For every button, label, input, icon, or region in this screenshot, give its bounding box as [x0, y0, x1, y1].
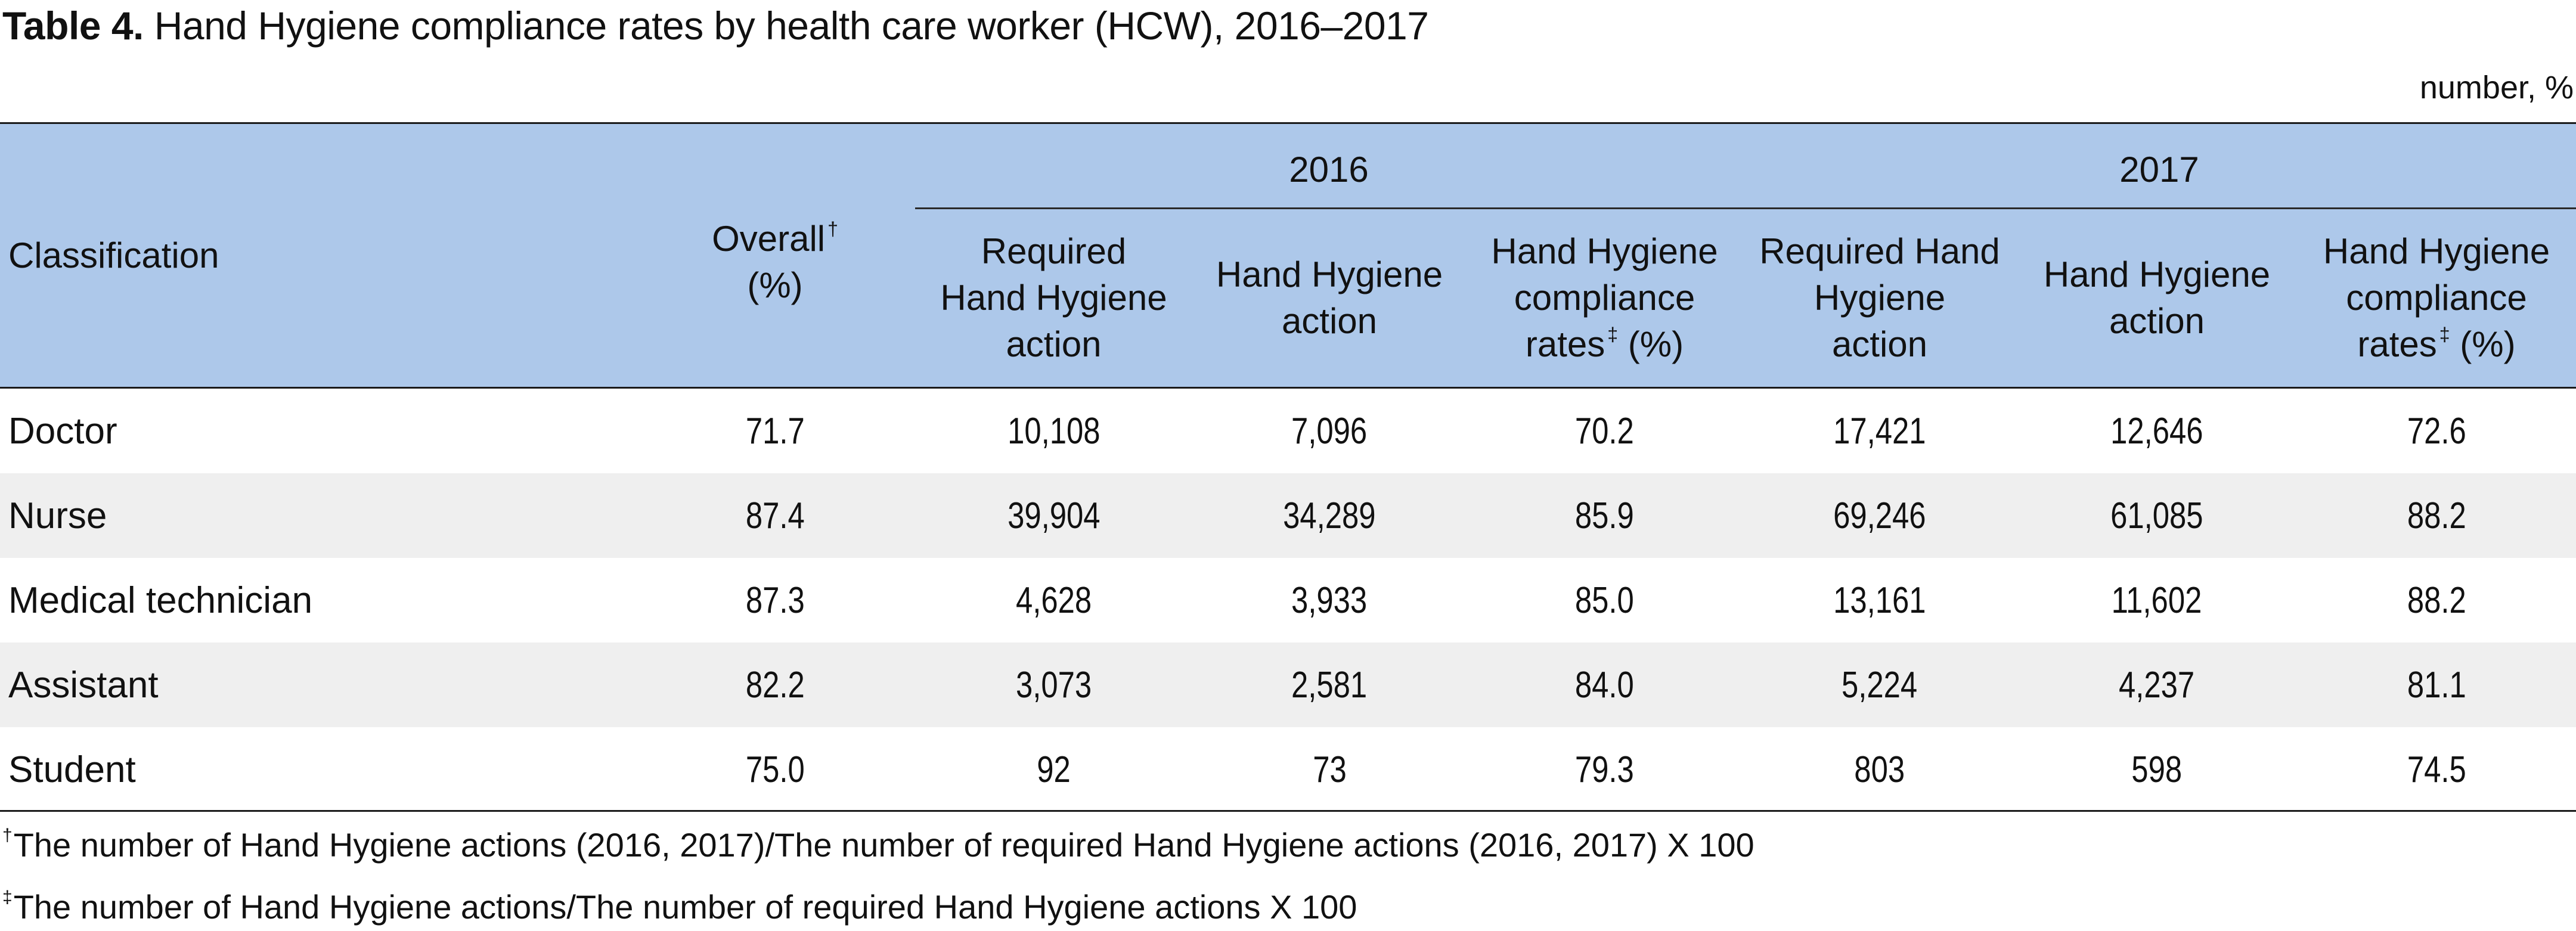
row-classification: Nurse [8, 495, 107, 536]
cell-req-2016: 39,904 [1007, 495, 1101, 536]
footnote-double-dagger: ‡The number of Hand Hygiene actions/The number of required Hand Hygiene actions X 100 [2, 887, 1357, 926]
cell-act-2017: 12,646 [2110, 410, 2203, 452]
table-row [0, 389, 2576, 473]
cell-req-2016: 10,108 [1007, 410, 1101, 452]
cell-req-2017: 803 [1854, 749, 1905, 790]
cell-act-2016: 2,581 [1291, 664, 1368, 706]
row-classification: Doctor [8, 410, 117, 452]
cell-act-2016: 73 [1312, 749, 1347, 790]
cell-rate-2016: 84.0 [1575, 664, 1634, 706]
unit-note: number, % [2419, 70, 2574, 105]
table-label: Table 4. [2, 4, 144, 48]
cell-act-2016: 7,096 [1291, 410, 1368, 452]
cell-overall: 87.4 [745, 495, 805, 536]
table-row [0, 727, 2576, 812]
bottom-rule [0, 810, 2576, 812]
header-2016-action: Hand Hygiene action [1216, 255, 1443, 341]
table-row [0, 473, 2576, 558]
year-subrule [915, 207, 2576, 209]
cell-req-2017: 69,246 [1833, 495, 1926, 536]
cell-req-2016: 4,628 [1015, 579, 1092, 621]
cell-req-2017: 13,161 [1833, 579, 1926, 621]
cell-rate-2016: 70.2 [1575, 410, 1634, 452]
cell-req-2017: 17,421 [1833, 410, 1926, 452]
cell-rate-2016: 85.9 [1575, 495, 1634, 536]
header-2016-rate: Hand Hygiene compliance rates ‡ (%) [1491, 231, 1718, 364]
header-year-2017: 2017 [2119, 150, 2199, 190]
header-classification: Classification [8, 235, 219, 275]
cell-req-2017: 5,224 [1842, 664, 1918, 706]
table-row [0, 558, 2576, 643]
top-rule [0, 122, 2576, 124]
cell-rate-2016: 79.3 [1575, 749, 1634, 790]
cell-rate-2016: 85.0 [1575, 579, 1634, 621]
table-title [2, 0, 1428, 51]
header-2017-required: Required Hand Hygiene action [1759, 231, 2000, 364]
row-classification: Student [8, 749, 136, 790]
cell-overall: 82.2 [745, 664, 805, 706]
cell-rate-2017: 88.2 [2407, 579, 2466, 621]
header-2017-rate: Hand Hygiene compliance rates ‡ (%) [2323, 231, 2550, 364]
header-2017-action: Hand Hygiene action [2043, 255, 2271, 341]
cell-act-2016: 3,933 [1291, 579, 1368, 621]
cell-rate-2017: 88.2 [2407, 495, 2466, 536]
header-year-2016: 2016 [1289, 150, 1369, 190]
cell-rate-2017: 81.1 [2407, 664, 2466, 706]
table-title-text: Hand Hygiene compliance rates by health care worker (HCW), 2016–2017 [154, 4, 1429, 48]
cell-overall: 75.0 [745, 749, 805, 790]
cell-act-2017: 11,602 [2112, 579, 2202, 621]
row-classification: Medical technician [8, 579, 313, 621]
header-overall: Overall † (%) [712, 218, 838, 305]
row-classification: Assistant [8, 664, 159, 706]
table-row [0, 643, 2576, 727]
cell-act-2017: 4,237 [2119, 664, 2195, 706]
cell-rate-2017: 72.6 [2407, 410, 2466, 452]
footnote-dagger: †The number of Hand Hygiene actions (2016, 2017)/The number of required Hand Hygiene actions (2016, 2017) X 100 [2, 826, 1754, 864]
cell-rate-2017: 74.5 [2407, 749, 2466, 790]
header-2016-required: Required Hand Hygiene action [940, 231, 1167, 364]
cell-overall: 87.3 [745, 579, 805, 621]
cell-req-2016: 92 [1037, 749, 1071, 790]
cell-act-2017: 61,085 [2110, 495, 2203, 536]
cell-act-2017: 598 [2131, 749, 2183, 790]
cell-req-2016: 3,073 [1015, 664, 1092, 706]
cell-overall: 71.7 [745, 410, 805, 452]
cell-act-2016: 34,289 [1283, 495, 1376, 536]
